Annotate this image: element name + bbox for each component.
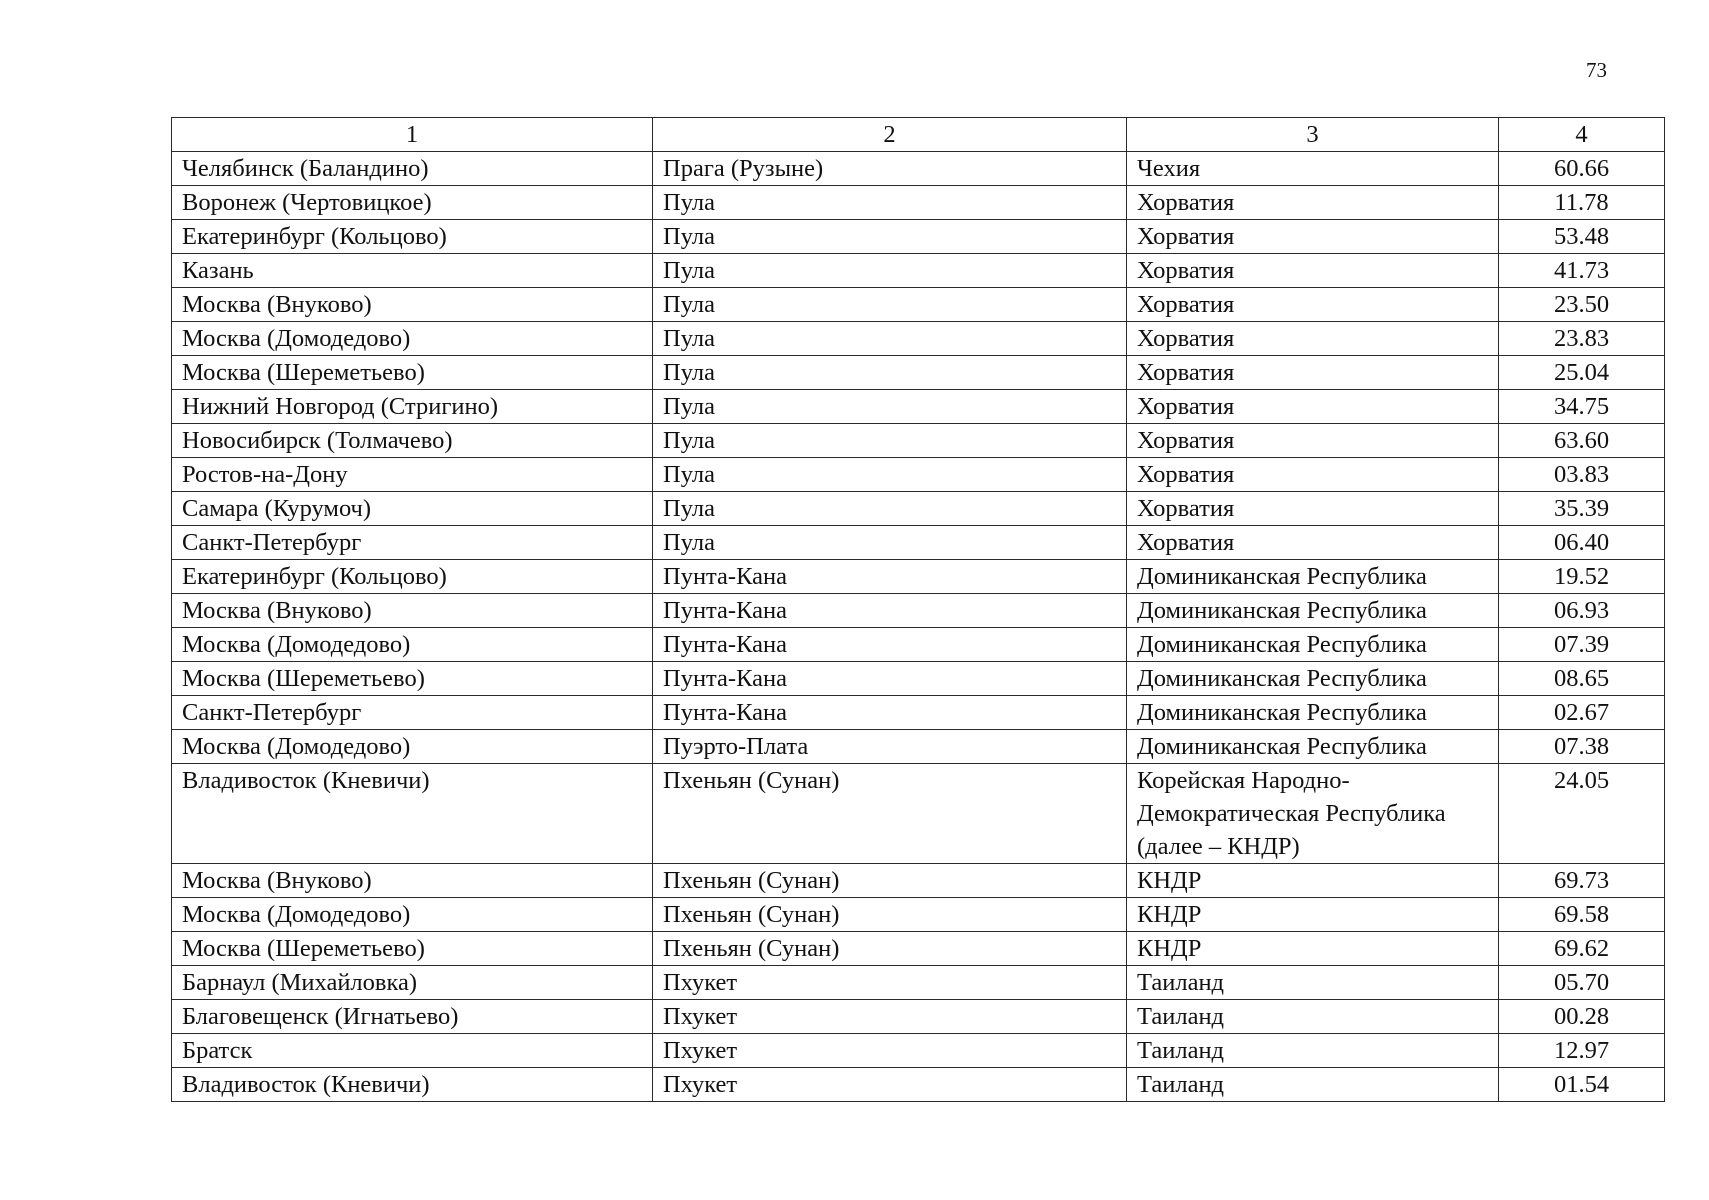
table-row <box>172 492 1665 526</box>
country-cell: Таиланд <box>1127 1034 1499 1068</box>
departure-airport-cell: Новосибирск (Толмачево) <box>172 424 653 458</box>
departure-airport-cell: Москва (Шереметьево) <box>172 662 653 696</box>
country-cell: Хорватия <box>1127 186 1499 220</box>
destination-airport-cell: Пхеньян (Сунан) <box>653 864 1127 898</box>
table-row <box>172 220 1665 254</box>
country-cell: Таиланд <box>1127 966 1499 1000</box>
destination-airport-cell: Пунта-Кана <box>653 628 1127 662</box>
country-cell: Доминиканская Республика <box>1127 662 1499 696</box>
table-row <box>172 526 1665 560</box>
destination-airport-cell: Пуэрто-Плата <box>653 730 1127 764</box>
departure-airport-cell: Благовещенск (Игнатьево) <box>172 1000 653 1034</box>
departure-airport-cell: Екатеринбург (Кольцово) <box>172 220 653 254</box>
table-row <box>172 1034 1665 1068</box>
departure-airport-cell: Москва (Внуково) <box>172 594 653 628</box>
value-cell: 34.75 <box>1499 390 1665 424</box>
value-cell: 05.70 <box>1499 966 1665 1000</box>
destination-airport-cell: Пхеньян (Сунан) <box>653 932 1127 966</box>
destination-airport-cell: Пунта-Кана <box>653 560 1127 594</box>
country-cell: КНДР <box>1127 932 1499 966</box>
table-row <box>172 662 1665 696</box>
departure-airport-cell: Москва (Внуково) <box>172 864 653 898</box>
table-row <box>172 288 1665 322</box>
departure-airport-cell: Братск <box>172 1034 653 1068</box>
departure-airport-cell: Ростов-на-Дону <box>172 458 653 492</box>
destination-airport-cell: Пунта-Кана <box>653 594 1127 628</box>
departure-airport-cell: Москва (Домодедово) <box>172 322 653 356</box>
destination-airport-cell: Пхеньян (Сунан) <box>653 764 1127 864</box>
routes-table <box>171 117 1665 1102</box>
value-cell: 41.73 <box>1499 254 1665 288</box>
value-cell: 11.78 <box>1499 186 1665 220</box>
destination-airport-cell: Пунта-Кана <box>653 696 1127 730</box>
country-cell: Доминиканская Республика <box>1127 628 1499 662</box>
country-cell: Таиланд <box>1127 1068 1499 1102</box>
table-row <box>172 864 1665 898</box>
country-cell: Таиланд <box>1127 1000 1499 1034</box>
departure-airport-cell: Москва (Домодедово) <box>172 628 653 662</box>
departure-airport-cell: Москва (Внуково) <box>172 288 653 322</box>
destination-airport-cell: Пула <box>653 288 1127 322</box>
departure-airport-cell: Самара (Курумоч) <box>172 492 653 526</box>
destination-airport-cell: Пула <box>653 492 1127 526</box>
table-row <box>172 560 1665 594</box>
value-cell: 19.52 <box>1499 560 1665 594</box>
destination-airport-cell: Прага (Рузыне) <box>653 152 1127 186</box>
column-header: 3 <box>1127 118 1499 152</box>
table-row <box>172 390 1665 424</box>
destination-airport-cell: Пула <box>653 390 1127 424</box>
destination-airport-cell: Пхеньян (Сунан) <box>653 898 1127 932</box>
destination-airport-cell: Пула <box>653 186 1127 220</box>
departure-airport-cell: Москва (Шереметьево) <box>172 356 653 390</box>
table-row <box>172 594 1665 628</box>
country-cell: КНДР <box>1127 898 1499 932</box>
departure-airport-cell: Владивосток (Кневичи) <box>172 1068 653 1102</box>
destination-airport-cell: Пхукет <box>653 1000 1127 1034</box>
column-header: 4 <box>1499 118 1665 152</box>
table-row <box>172 1000 1665 1034</box>
table-row <box>172 152 1665 186</box>
destination-airport-cell: Пула <box>653 458 1127 492</box>
column-header: 1 <box>172 118 653 152</box>
value-cell: 69.62 <box>1499 932 1665 966</box>
country-cell: Хорватия <box>1127 424 1499 458</box>
table-header-row <box>172 118 1665 152</box>
table-row <box>172 628 1665 662</box>
departure-airport-cell: Владивосток (Кневичи) <box>172 764 653 864</box>
departure-airport-cell: Москва (Шереметьево) <box>172 932 653 966</box>
value-cell: 00.28 <box>1499 1000 1665 1034</box>
destination-airport-cell: Пула <box>653 424 1127 458</box>
departure-airport-cell: Воронеж (Чертовицкое) <box>172 186 653 220</box>
value-cell: 02.67 <box>1499 696 1665 730</box>
table-row <box>172 186 1665 220</box>
table-row <box>172 458 1665 492</box>
value-cell: 01.54 <box>1499 1068 1665 1102</box>
country-cell: КНДР <box>1127 864 1499 898</box>
country-cell: Хорватия <box>1127 356 1499 390</box>
value-cell: 08.65 <box>1499 662 1665 696</box>
departure-airport-cell: Санкт-Петербург <box>172 526 653 560</box>
value-cell: 06.40 <box>1499 526 1665 560</box>
table-row <box>172 356 1665 390</box>
country-cell: Доминиканская Республика <box>1127 730 1499 764</box>
country-cell: Чехия <box>1127 152 1499 186</box>
value-cell: 25.04 <box>1499 356 1665 390</box>
destination-airport-cell: Пхукет <box>653 1068 1127 1102</box>
page-number: 73 <box>1586 58 1607 82</box>
value-cell: 07.39 <box>1499 628 1665 662</box>
destination-airport-cell: Пхукет <box>653 966 1127 1000</box>
value-cell: 69.73 <box>1499 864 1665 898</box>
value-cell: 24.05 <box>1499 764 1665 864</box>
table-row <box>172 932 1665 966</box>
destination-airport-cell: Пхукет <box>653 1034 1127 1068</box>
country-cell: Хорватия <box>1127 322 1499 356</box>
departure-airport-cell: Барнаул (Михайловка) <box>172 966 653 1000</box>
departure-airport-cell: Москва (Домодедово) <box>172 730 653 764</box>
country-cell: Хорватия <box>1127 288 1499 322</box>
departure-airport-cell: Челябинск (Баландино) <box>172 152 653 186</box>
value-cell: 63.60 <box>1499 424 1665 458</box>
departure-airport-cell: Санкт-Петербург <box>172 696 653 730</box>
country-cell: Доминиканская Республика <box>1127 696 1499 730</box>
country-cell: Доминиканская Республика <box>1127 594 1499 628</box>
value-cell: 12.97 <box>1499 1034 1665 1068</box>
table-row <box>172 696 1665 730</box>
departure-airport-cell: Екатеринбург (Кольцово) <box>172 560 653 594</box>
departure-airport-cell: Нижний Новгород (Стригино) <box>172 390 653 424</box>
value-cell: 35.39 <box>1499 492 1665 526</box>
value-cell: 53.48 <box>1499 220 1665 254</box>
departure-airport-cell: Казань <box>172 254 653 288</box>
table-row <box>172 898 1665 932</box>
value-cell: 69.58 <box>1499 898 1665 932</box>
value-cell: 07.38 <box>1499 730 1665 764</box>
destination-airport-cell: Пула <box>653 526 1127 560</box>
table-row <box>172 254 1665 288</box>
table-row <box>172 730 1665 764</box>
country-cell: Корейская Народно-Демократическая Республика (далее – КНДР) <box>1127 764 1499 864</box>
destination-airport-cell: Пула <box>653 254 1127 288</box>
table-row <box>172 764 1665 864</box>
country-cell: Хорватия <box>1127 220 1499 254</box>
country-cell: Доминиканская Республика <box>1127 560 1499 594</box>
country-cell: Хорватия <box>1127 254 1499 288</box>
table-body <box>172 152 1665 1102</box>
table-row <box>172 1068 1665 1102</box>
value-cell: 06.93 <box>1499 594 1665 628</box>
value-cell: 03.83 <box>1499 458 1665 492</box>
destination-airport-cell: Пула <box>653 220 1127 254</box>
table-row <box>172 966 1665 1000</box>
table-row <box>172 322 1665 356</box>
value-cell: 23.50 <box>1499 288 1665 322</box>
column-header: 2 <box>653 118 1127 152</box>
destination-airport-cell: Пунта-Кана <box>653 662 1127 696</box>
country-cell: Хорватия <box>1127 492 1499 526</box>
departure-airport-cell: Москва (Домодедово) <box>172 898 653 932</box>
table-row <box>172 424 1665 458</box>
country-cell: Хорватия <box>1127 458 1499 492</box>
country-cell: Хорватия <box>1127 390 1499 424</box>
country-cell: Хорватия <box>1127 526 1499 560</box>
value-cell: 60.66 <box>1499 152 1665 186</box>
value-cell: 23.83 <box>1499 322 1665 356</box>
destination-airport-cell: Пула <box>653 322 1127 356</box>
destination-airport-cell: Пула <box>653 356 1127 390</box>
